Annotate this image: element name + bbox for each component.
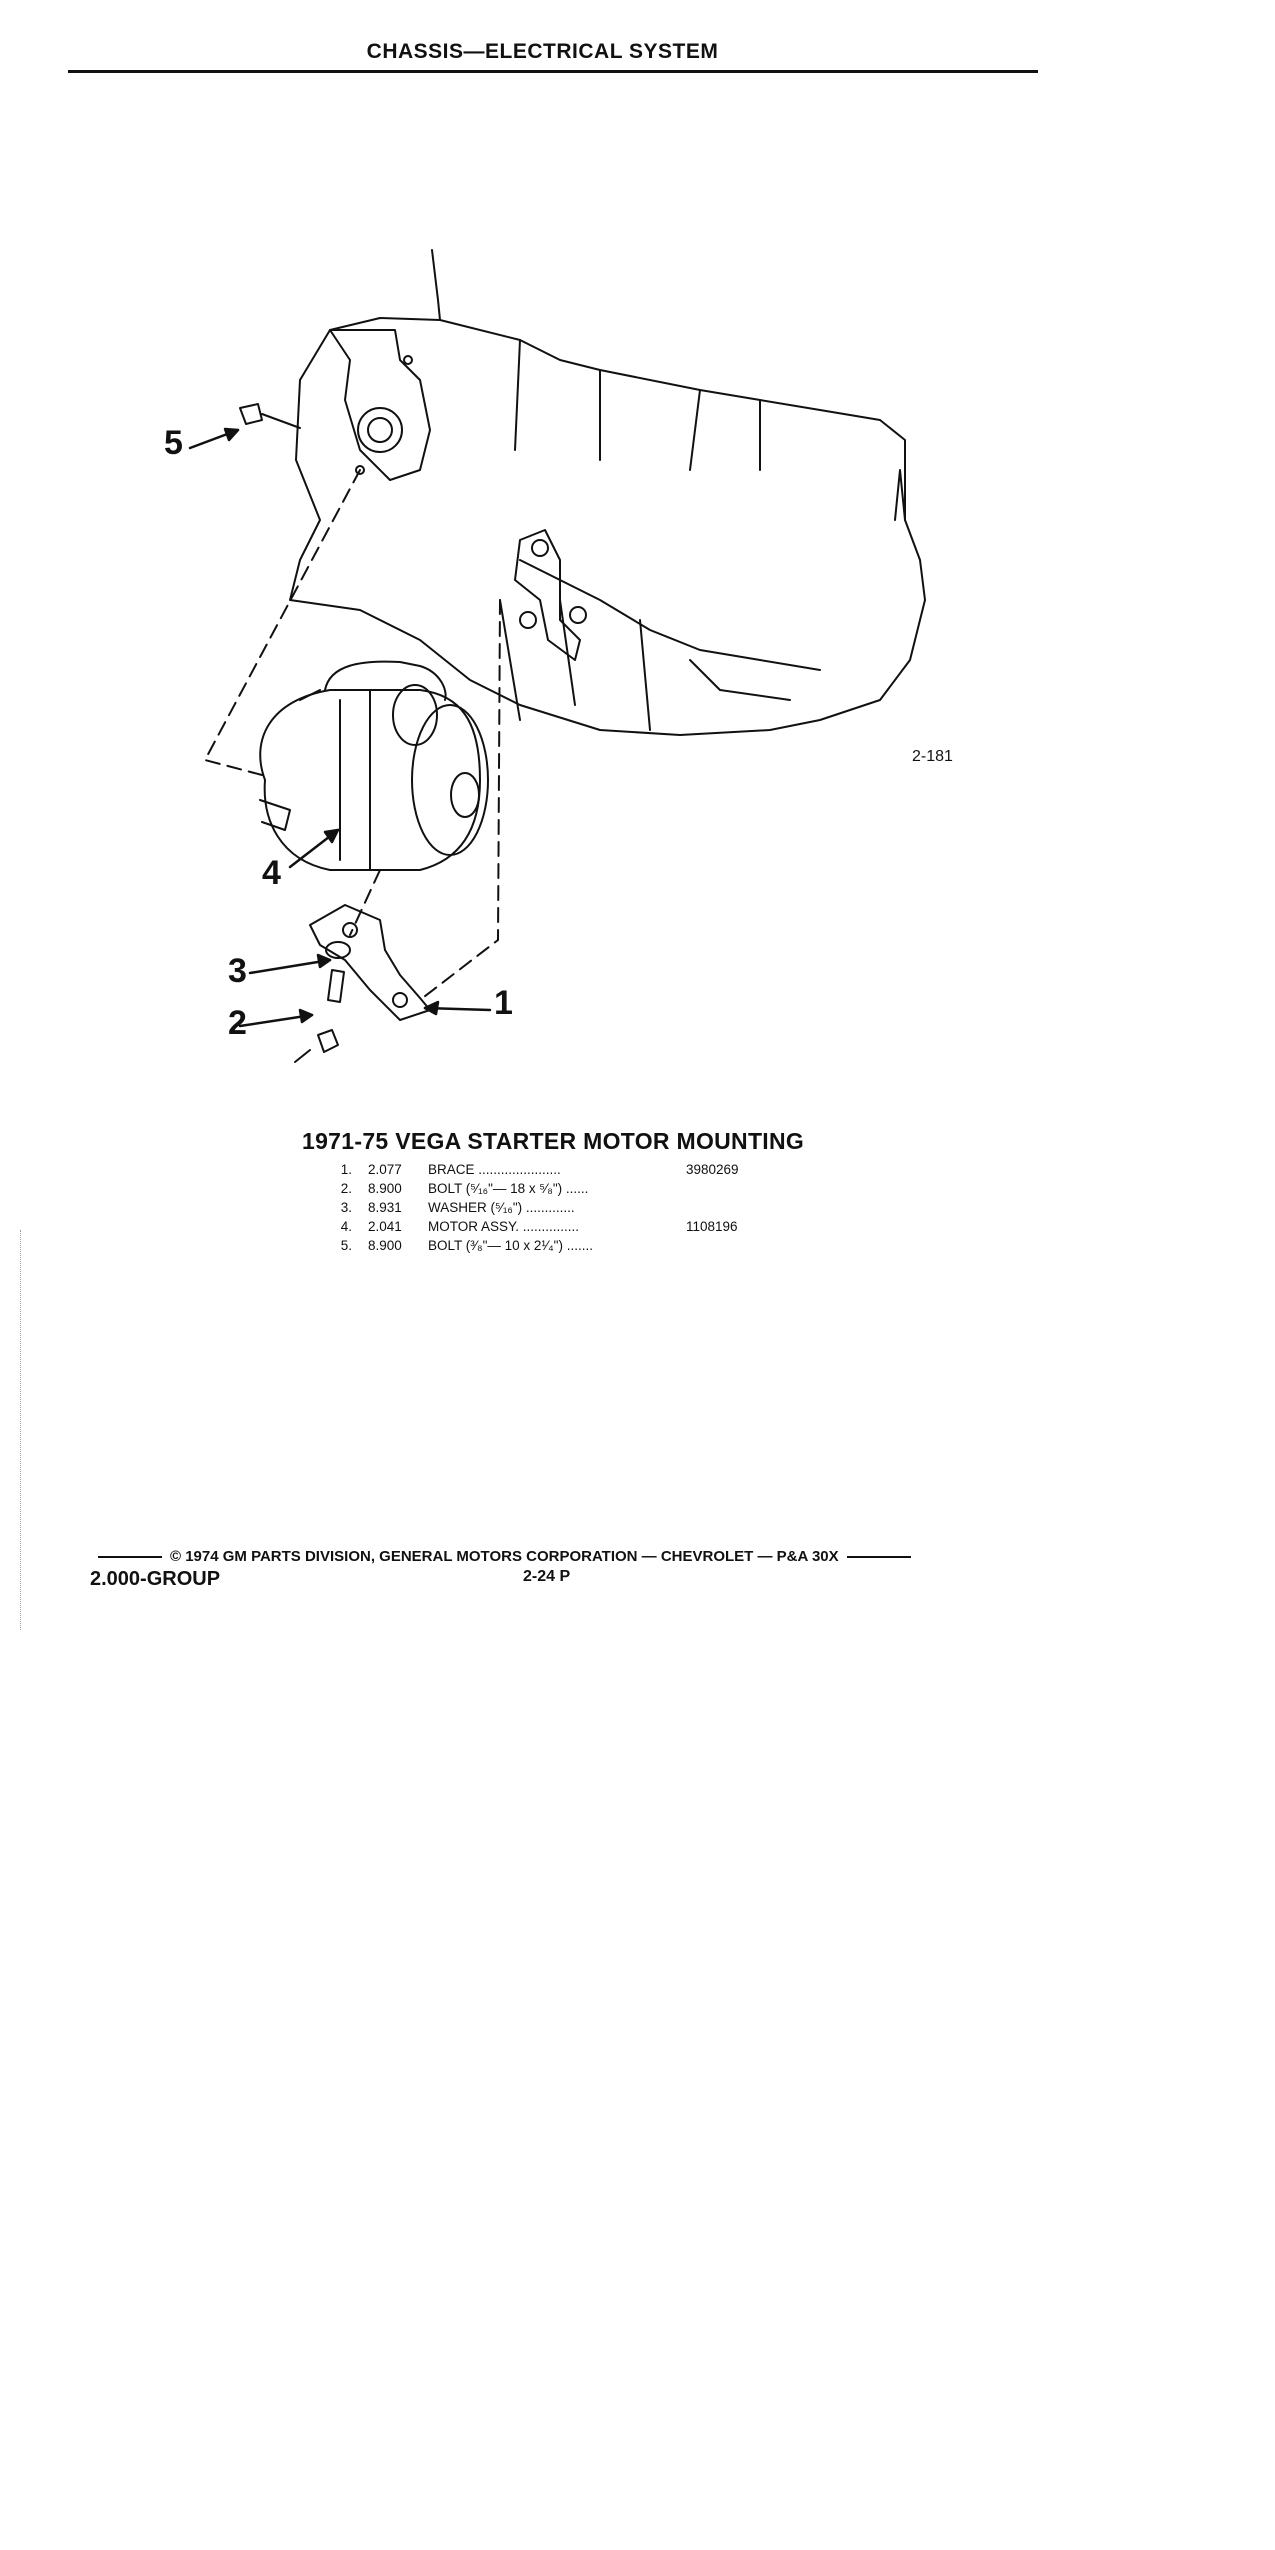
group-code: 8.900	[368, 1181, 402, 1196]
parts-list-table	[320, 1162, 766, 1257]
part-description: BRACE ......................	[428, 1162, 561, 1177]
footer-group-label: 2.000-GROUP	[90, 1568, 221, 1590]
callout-4: 4	[262, 854, 281, 892]
part-description: MOTOR ASSY. ...............	[428, 1219, 580, 1234]
table-row	[320, 1238, 766, 1257]
starter-motor-drawing	[260, 662, 488, 870]
item-number: 5.	[340, 1238, 352, 1253]
footer-page-number: 2-24 P	[523, 1568, 571, 1585]
part-number	[686, 1238, 766, 1257]
callout-2: 2	[228, 1004, 247, 1042]
assembly-lines	[205, 470, 500, 1000]
group-code: 8.931	[368, 1200, 402, 1215]
page-header-title: CHASSIS—ELECTRICAL SYSTEM	[366, 40, 719, 63]
table-row	[320, 1181, 766, 1200]
part-number	[686, 1200, 766, 1219]
footer-rule-left	[98, 1556, 162, 1558]
scan-edge-mark	[20, 1230, 21, 1630]
rear-housing-drawing	[330, 330, 430, 480]
item-number: 3.	[340, 1200, 352, 1215]
figure-number: 2-181	[912, 748, 953, 765]
part-description: WASHER (⁵⁄₁₆") .............	[428, 1200, 575, 1215]
starter-motor-illustration	[0, 0, 1275, 1120]
part-number: 1108196	[686, 1219, 738, 1234]
footer-copyright: © 1974 GM PARTS DIVISION, GENERAL MOTORS CORPORATION — CHEVROLET — P&A 30X	[170, 1548, 839, 1565]
callout-5: 5	[164, 424, 183, 462]
table-row	[320, 1162, 766, 1181]
part-number	[686, 1181, 766, 1200]
part-number: 3980269	[686, 1162, 739, 1177]
callout-3: 3	[228, 952, 247, 990]
parts-list-title: 1971-75 VEGA STARTER MOTOR MOUNTING	[302, 1128, 805, 1154]
part-description: BOLT (³⁄₈"— 10 x 2¹⁄₄") .......	[428, 1238, 593, 1253]
bolt-5-drawing	[240, 404, 300, 428]
table-row	[320, 1200, 766, 1219]
part-description: BOLT (⁵⁄₁₆"— 18 x ⁵⁄₈") ......	[428, 1181, 589, 1196]
group-code: 8.900	[368, 1238, 402, 1253]
footer-copyright-line	[90, 1548, 1030, 1565]
item-number: 4.	[340, 1219, 352, 1234]
item-number: 2.	[340, 1181, 352, 1196]
group-code: 2.041	[368, 1219, 402, 1234]
block-bracket-drawing	[515, 530, 586, 660]
table-row	[320, 1219, 766, 1238]
group-code: 2.077	[368, 1162, 402, 1177]
item-number: 1.	[340, 1162, 352, 1177]
footer-rule-right	[847, 1556, 911, 1558]
callout-1: 1	[494, 984, 513, 1022]
